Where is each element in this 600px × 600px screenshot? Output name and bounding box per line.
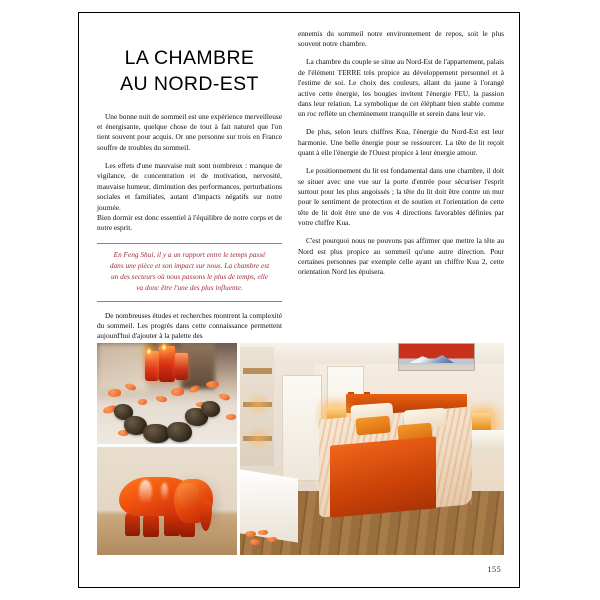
document-page	[78, 12, 520, 588]
left-column	[97, 29, 282, 349]
page-title-line-2: AU NORD-EST	[120, 73, 259, 96]
rose-petal	[171, 388, 184, 395]
rose-petal	[226, 414, 236, 420]
cushion	[355, 416, 391, 436]
bedside-lamp	[472, 413, 490, 430]
photo-candles	[97, 343, 237, 444]
photo-bedroom	[240, 343, 504, 555]
paragraph: C'est pourquoi nous ne pouvons pas affirmer que mettre la tête au Nord est plus propice au sommeil qu'une autre direction. Pour certaines personnes par exemple celle ayant un chiffre Kua 2, cette orientation Nord les épuisera.	[298, 236, 504, 277]
paragraph: Le positionnement du lit est fondamental dans une chambre, il doit se situer avec une vue sur la porte d'entrée pour sécuriser l'esprit surtout pour les plus angoissés ; la tête du lit doit être contre un mur pour le sentiment de protection et de soutien et l'orientation de cette tête de lit doit être une de vos 4 directions favorables définies par votre chiffre Kua.	[298, 166, 504, 228]
paragraph: Bien dormir est donc essentiel à l'équilibre de notre corps et de notre esprit.	[97, 212, 282, 233]
photo-elephant	[97, 447, 237, 555]
page-number: 155	[487, 564, 501, 574]
rose-petal	[108, 389, 121, 396]
elephant-leg	[125, 513, 140, 536]
rose-petals-group	[245, 530, 287, 549]
candle-icon	[175, 353, 188, 380]
photo-mosaic	[97, 343, 504, 555]
paragraph: Une bonne nuit de sommeil est une expérience merveilleuse et énergisante, quelque chose de tout à fait naturel que l'on tient souvent pour acquis. Or une personne sur trois en France souffre de troubles du sommeil.	[97, 111, 282, 152]
elephant-leg	[143, 514, 158, 537]
pull-quote-text: En Feng Shui, il y a un rapport entre le temps passé dans une pièce et son impact sur nous. La chambre est un des secteurs où nous passons le plus de temps, elle va donc être l'une des plus influente.	[109, 249, 270, 292]
rose-petal	[138, 399, 148, 405]
stone	[201, 401, 221, 417]
rose-petal	[245, 531, 256, 537]
candle-icon	[145, 351, 159, 381]
rose-petal	[267, 537, 276, 542]
paragraph: De nombreuses études et recherches montrent la complexité du sommeil. Les progrès dans cette connaissance permettent aujourd'hui d'ajouter à la palette des	[97, 310, 282, 341]
shelf	[243, 368, 272, 373]
wall-artwork	[398, 343, 475, 371]
shelf-glow	[243, 394, 275, 415]
shelf-glow	[243, 428, 275, 449]
rose-petal	[258, 530, 268, 535]
flame-icon	[162, 343, 166, 350]
pull-quote	[97, 243, 282, 302]
elephant-ear	[177, 483, 199, 509]
paragraph: De plus, selon leurs chiffres Kua, l'énergie du Nord-Est est leur harmonie. Une belle énergie pour se ressourcer. La tête de lit reçoit quant à elle l'énergie de l'Ouest propice à leur énergie amour.	[298, 127, 504, 158]
blurred-wall	[97, 343, 147, 391]
page-title	[97, 45, 282, 98]
stone	[143, 424, 170, 443]
candle-icon	[159, 346, 176, 382]
stone	[167, 422, 192, 442]
paragraph: La chambre du couple se situe au Nord-Est de l'appartement, palais de l'élément TERRE très propice au développement personnel et à l'estime de soi. Le choix des couleurs, allant du jaune à l'orangé active cette énergie, les bougies invitent l'énergie FEU, la passion dans leur relation. La symbolique de cet éléphant bien stable comme un roc reflète un cheminement tranquille et serein dans leur vie.	[298, 57, 504, 119]
rose-petal	[250, 539, 260, 544]
right-column	[298, 29, 504, 285]
bed-runner	[330, 436, 436, 517]
paragraph: Les effets d'une mauvaise nuit sont nombreux : manque de vigilance, de concentration et de motivation, nervosité, mauvaise humeur, diminution des performances, perturbations sociales et familiales, autant d'impacts négatifs sur notre journée.	[97, 160, 282, 212]
artwork-mountain-shape	[408, 354, 454, 363]
highlight	[139, 480, 152, 504]
page-title-line-1: LA CHAMBRE	[124, 47, 255, 69]
paragraph: ennemis du sommeil notre environnement de repos, soit le plus souvent notre chambre.	[298, 29, 504, 49]
